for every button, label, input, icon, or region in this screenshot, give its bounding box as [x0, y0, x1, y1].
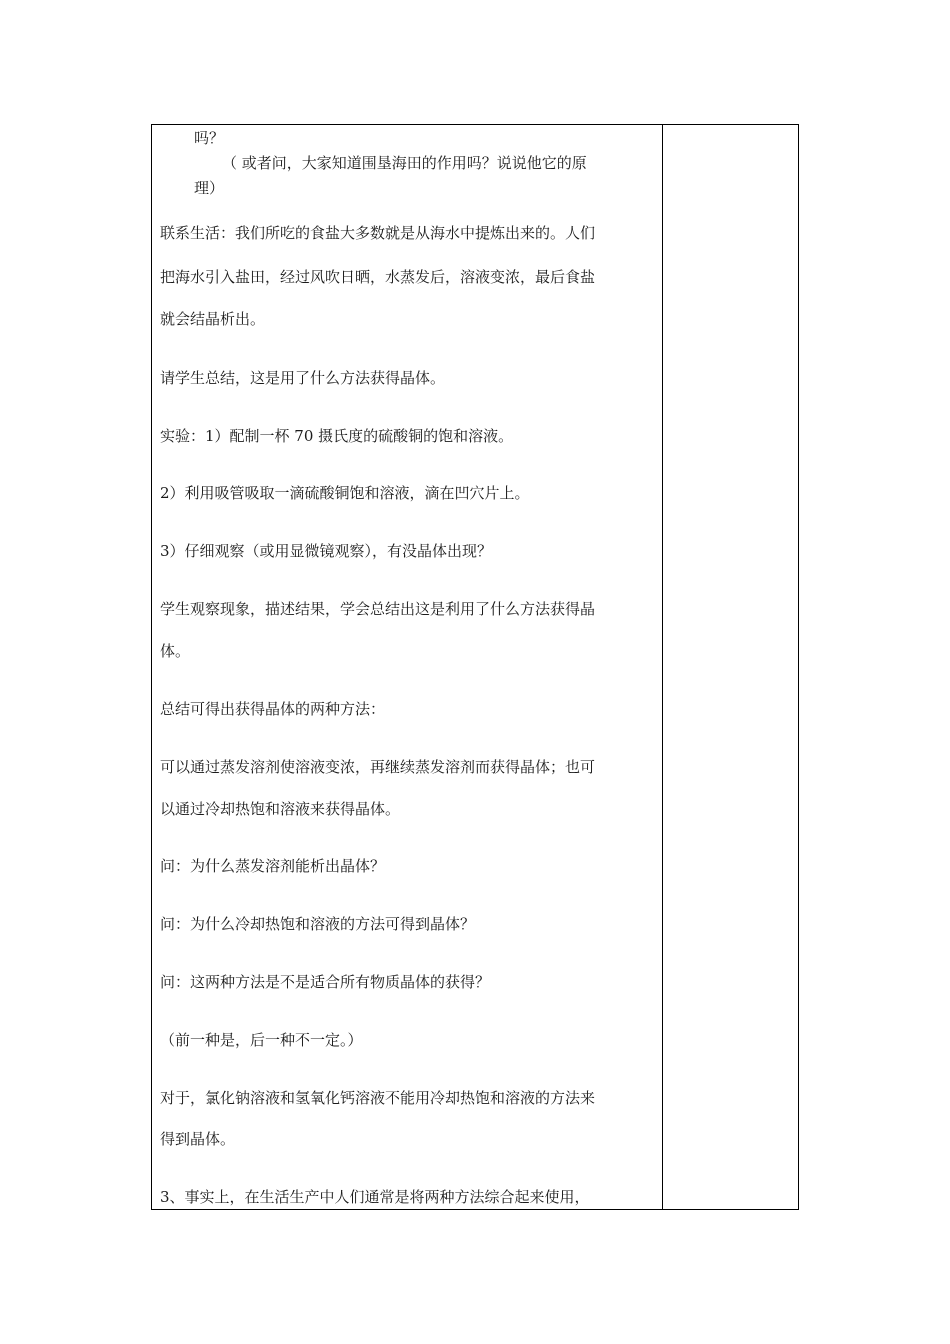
text-line: 问：为什么蒸发溶剂能析出晶体？ — [160, 857, 386, 875]
text-line: 得到晶体。 — [160, 1130, 236, 1148]
text-line: 就会结晶析出。 — [160, 310, 266, 328]
text-line: 3、事实上，在生活生产中人们通常是将两种方法综合起来使用， — [160, 1188, 590, 1206]
notes-cell — [663, 125, 798, 1209]
text-line: 把海水引入盐田，经过风吹日晒，水蒸发后，溶液变浓，最后食盐 — [160, 268, 596, 286]
text-line: 学生观察现象，描述结果，学会总结出这是利用了什么方法获得晶 — [160, 600, 596, 618]
text-line: 总结可得出获得晶体的两种方法： — [160, 700, 386, 718]
text-line: 问：为什么冷却热饱和溶液的方法可得到晶体？ — [160, 915, 476, 933]
text-line: 体。 — [160, 642, 191, 660]
content-cell — [152, 125, 662, 1209]
text-line: 问：这两种方法是不是适合所有物质晶体的获得？ — [160, 973, 491, 991]
text-line: （ 或者问，大家知道围垦海田的作用吗？说说他它的原 — [222, 154, 587, 172]
text-line: 联系生活：我们所吃的食盐大多数就是从海水中提炼出来的。人们 — [160, 224, 596, 242]
text-line: 吗？ — [194, 129, 225, 147]
text-line: 实验：1）配制一杯 70 摄氏度的硫酸铜的饱和溶液。 — [160, 427, 514, 445]
text-line: 对于，氯化钠溶液和氢氧化钙溶液不能用冷却热饱和溶液的方法来 — [160, 1089, 596, 1107]
text-line: 可以通过蒸发溶剂使溶液变浓，再继续蒸发溶剂而获得晶体；也可 — [160, 758, 596, 776]
text-line: 理） — [194, 179, 225, 197]
text-line: 2）利用吸管吸取一滴硫酸铜饱和溶液，滴在凹穴片上。 — [160, 484, 530, 502]
text-line: （前一种是，后一种不一定。） — [160, 1031, 363, 1049]
text-line: 请学生总结，这是用了什么方法获得晶体。 — [160, 369, 446, 387]
text-line: 3）仔细观察（或用显微镜观察），有没晶体出现？ — [160, 542, 493, 560]
lesson-table — [151, 124, 799, 1210]
text-line: 以通过冷却热饱和溶液来获得晶体。 — [160, 800, 401, 818]
